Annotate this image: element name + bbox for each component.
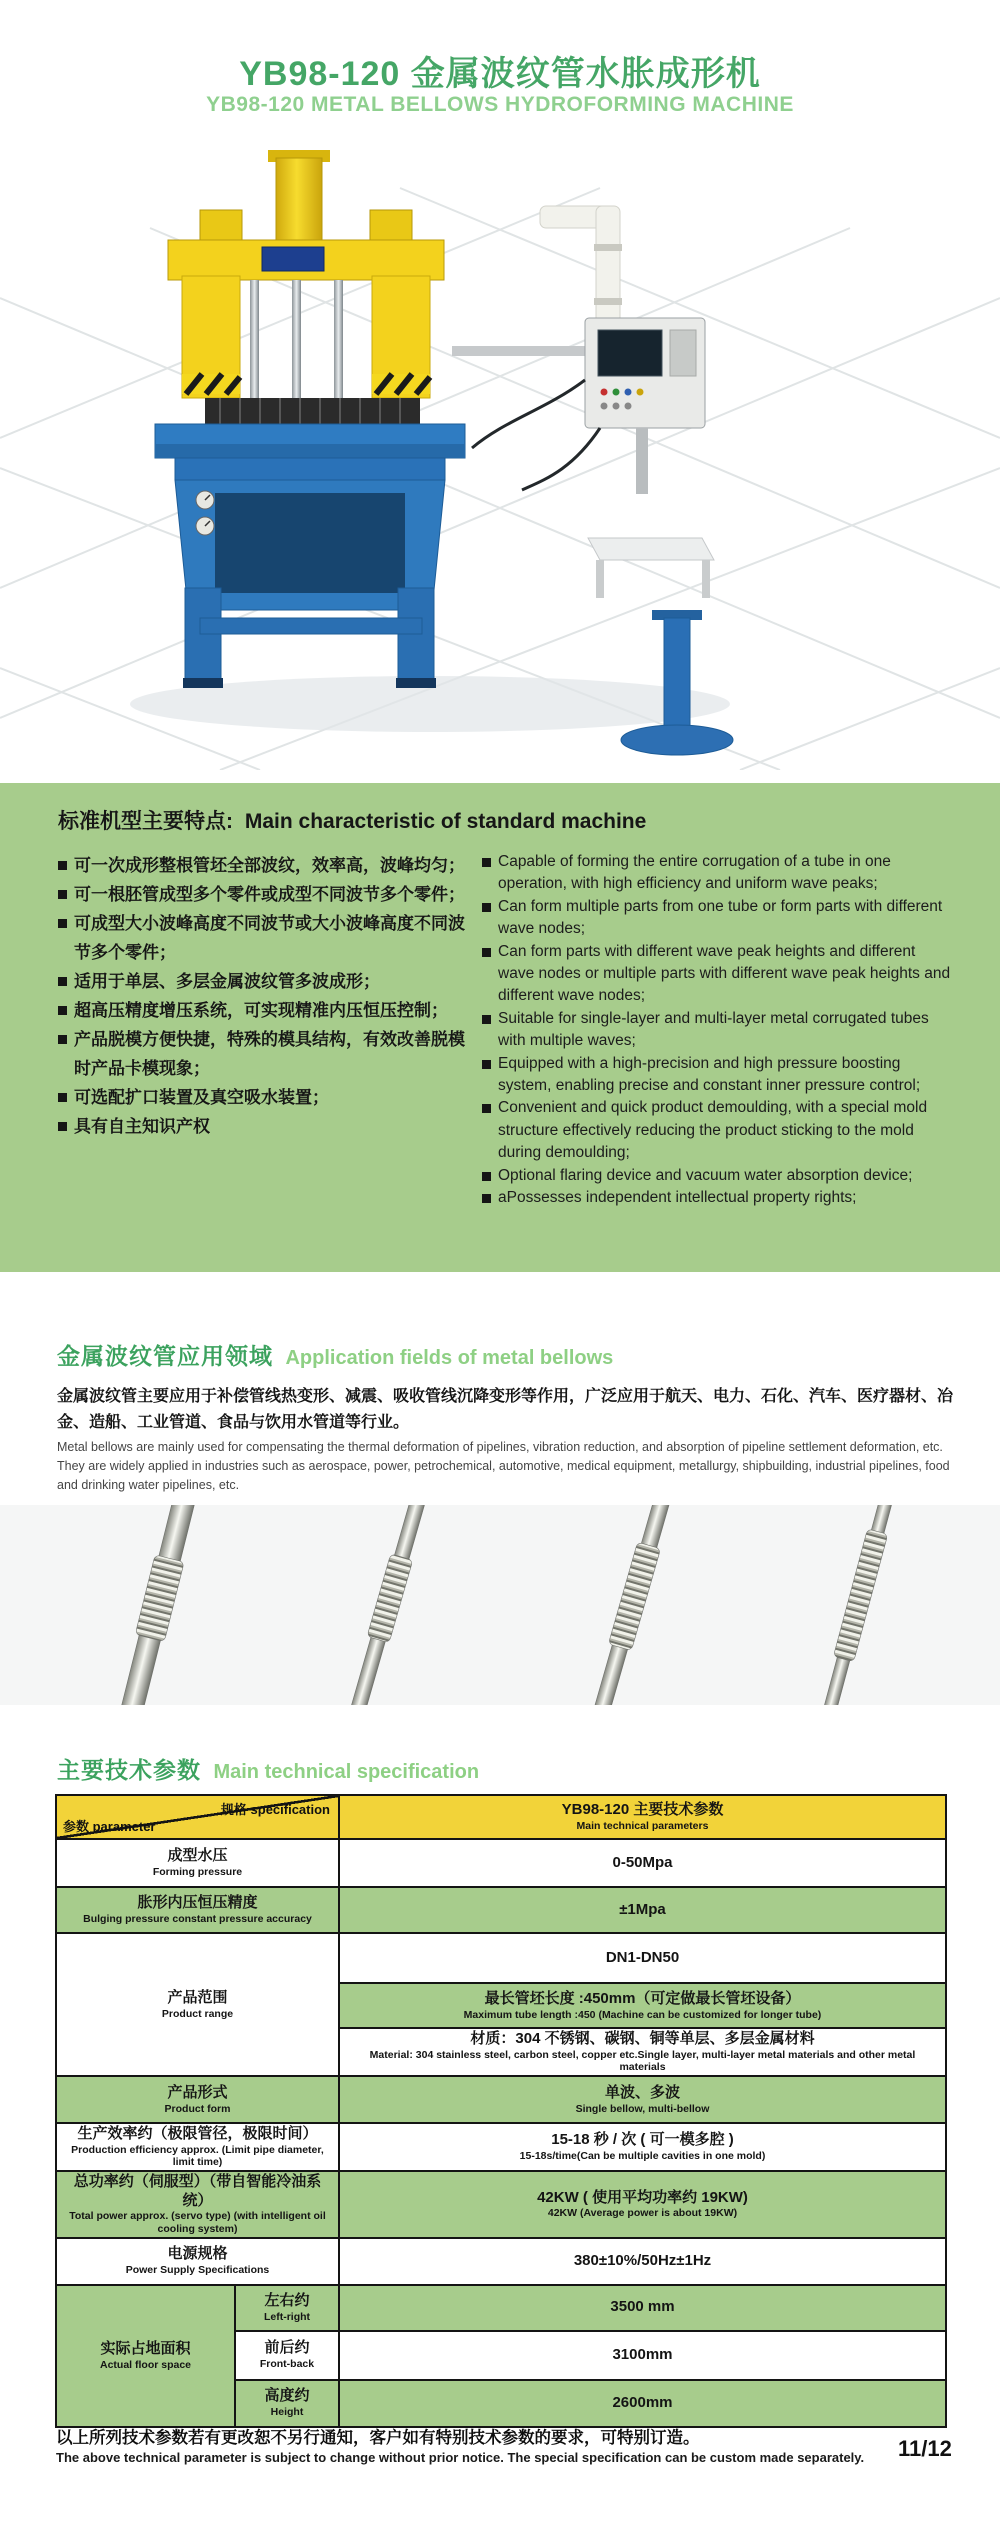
table-row: 产品范围 Product range DN1-DN50 (56, 1933, 946, 1983)
table-row: 产品形式 Product form 单波、多波 Single bellow, multi-bellow (56, 2076, 946, 2123)
table-header-row (56, 1795, 946, 1839)
spec-header (57, 1752, 957, 1785)
features-section (0, 783, 1000, 1272)
feature-item-en: Optional flaring device and vacuum water absorption device; (482, 1165, 952, 1187)
brand-plate (262, 247, 324, 271)
guide-columns (250, 280, 343, 402)
footer-note-en: The above technical parameter is subject to change without prior notice. The special specification can be custom made separately. (56, 2450, 865, 2465)
spec-table (55, 1794, 947, 2428)
table-row: 材质：304 不锈钢、碳钢、铜等单层、多层金属材料 Material: 304 stainless steel, carbon steel, copper etc.Single layer, multi-layer metal materials and other metal materials (56, 2028, 946, 2076)
feature-item-en: Suitable for single-layer and multi-layer metal corrugated tubes with multiple waves; (482, 1008, 952, 1053)
water-pipe (540, 206, 622, 336)
table-row: 生产效率约（极限管径，极限时间） Production efficiency approx. (Limit pipe diameter, limit time) 15-18 秒 / 次 ( 可一模多腔 ) 15-18s/time(Can be multiple cavities in one mold) (56, 2123, 946, 2171)
square-bullet-icon (482, 1172, 491, 1181)
cable (522, 428, 600, 490)
feature-item-en: Can form parts with different wave peak heights and different wave nodes or multiple parts with different wave peak heights and different wave nodes; (482, 941, 952, 1008)
feature-item-cn: 可选配扩口装置及真空吸水装置； (58, 1083, 468, 1112)
bellows-tube-1-icon (105, 1505, 204, 1705)
feature-item-en: Equipped with a high-precision and high pressure boosting system, enabling precise and constant inner pressure control; (482, 1053, 952, 1098)
table-row: 高度约 Height 2600mm (56, 2380, 946, 2427)
application-paragraph-en: Metal bellows are mainly used for compensating the thermal deformation of pipelines, vibration reduction, and absorption of pipeline settlement deformation, etc. They are widely applied in industries such as aerospace, power, petrochemical, automotive, medical equipment, metallurgy, shipbuilding, industrial pipelines, food and drinking water pipelines, etc. (57, 1440, 950, 1492)
panel-keypad (670, 330, 696, 376)
square-bullet-icon (482, 903, 491, 912)
control-panel (452, 318, 705, 494)
square-bullet-icon (482, 1015, 491, 1024)
machine-photo (0, 148, 1000, 770)
pedestal-stand (621, 610, 733, 755)
table-row: 胀形内压恒压精度 Bulging pressure constant pressure accuracy ±1Mpa (56, 1887, 946, 1933)
bellows-tube-4-icon (817, 1505, 898, 1705)
application-paragraph-cn: 金属波纹管主要应用于补偿管线热变形、减震、吸收管线沉降变形等作用，广泛应用于航天、电力、石化、汽车、医疗器材、冶金、造船、工业管道、食品与饮用水管道等行业。 (57, 1388, 954, 1431)
feature-item-en: Capable of forming the entire corrugation of a tube in one operation, with high efficiency and uniform wave peaks; (482, 851, 952, 896)
bellows-tube-3-icon (587, 1505, 676, 1705)
feature-item-cn: 可一次成形整根管坯全部波纹，效率高，波峰均匀； (58, 851, 468, 880)
cable (472, 380, 585, 448)
square-bullet-icon (58, 861, 67, 870)
feature-item-en: Can form multiple parts from one tube or form parts with different wave nodes; (482, 896, 952, 941)
hydro-press (155, 150, 465, 688)
feature-item-cn: 具有自主知识产权 (58, 1112, 468, 1141)
feature-item-cn: 超高压精度增压系统，可实现精准内压恒压控制； (58, 996, 468, 1025)
square-bullet-icon (58, 919, 67, 928)
square-bullet-icon (58, 890, 67, 899)
mold-block (205, 398, 420, 424)
square-bullet-icon (482, 1104, 491, 1113)
feature-item-cn: 可一根胚管成型多个零件或成型不同波节多个零件； (58, 880, 468, 909)
table-row: 电源规格 Power Supply Specifications 380±10%/50Hz±1Hz (56, 2238, 946, 2285)
features-header-en: Main characteristic of standard machine (244, 810, 647, 833)
features-list-cn (58, 851, 468, 1210)
spec-header-en: Main technical specification (213, 1761, 480, 1783)
page-subtitle: YB98-120 METAL BELLOWS HYDROFORMING MACHINE (206, 93, 794, 116)
bellows-tube-2-icon (344, 1505, 431, 1705)
square-bullet-icon (482, 948, 491, 957)
application-header-en: Application fields of metal bellows (285, 1347, 614, 1369)
panel-screen (598, 330, 662, 376)
page-number: 11/12 (898, 2436, 952, 2461)
machine-illustration (0, 148, 1000, 770)
bellows-samples-strip (0, 1505, 1000, 1705)
page-title: YB98-120 金属波纹管水胀成形机 (239, 55, 761, 93)
square-bullet-icon (482, 1060, 491, 1069)
machine-stand (175, 458, 445, 688)
value-header-cell: YB98-120 主要技术参数 Main technical parameters (339, 1795, 946, 1839)
square-bullet-icon (58, 1035, 67, 1044)
square-bullet-icon (58, 1006, 67, 1015)
corner-cell (56, 1795, 339, 1839)
table-row: 前后约 Front-back 3100mm (56, 2331, 946, 2380)
features-header-cn: 标准机型主要特点: (58, 810, 233, 833)
features-list-en (482, 851, 952, 1210)
corner-specification-label: 规格 specification (220, 1802, 330, 1817)
square-bullet-icon (58, 1093, 67, 1102)
feature-item-cn: 适用于单层、多层金属波纹管多波成形； (58, 967, 468, 996)
table-row: 最长管坯长度 :450mm（可定做最长管坯设备） Maximum tube length :450 (Machine can be customized for longer tube) (56, 1983, 946, 2028)
feature-item-en: Convenient and quick product demoulding, with a special mold structure effectively reducing the product sticking to the mold during demoulding; (482, 1097, 952, 1164)
table-row: 总功率约（伺服型）（带自智能冷油系统） Total power approx. (servo type) (with intelligent oil cooling system) 42KW ( 使用平均功率约 19KW) 42KW (Average power is about 19KW) (56, 2171, 946, 2238)
application-header (57, 1338, 957, 1371)
spec-header-cn: 主要技术参数 (57, 1757, 201, 1783)
feature-item-cn: 可成型大小波峰高度不同波节或大小波峰高度不同波节多个零件； (58, 909, 468, 967)
bellows-samples (0, 1505, 1000, 1705)
square-bullet-icon (58, 977, 67, 986)
square-bullet-icon (58, 1122, 67, 1131)
feature-item-en: aPossesses independent intellectual property rights; (482, 1187, 952, 1209)
features-header (58, 805, 946, 835)
table-row: 实际占地面积 Actual floor space 左右约 Left-right 3500 mm (56, 2285, 946, 2331)
corner-parameter-label: 参数 parameter (63, 1819, 156, 1834)
hazard-stripes (182, 374, 430, 394)
top-cylinder (276, 158, 322, 246)
square-bullet-icon (482, 1194, 491, 1203)
application-header-cn: 金属波纹管应用领域 (57, 1343, 273, 1369)
feature-item-cn: 产品脱模方便快捷，特殊的模具结构，有效改善脱模时产品卡模现象； (58, 1025, 468, 1083)
square-bullet-icon (482, 858, 491, 867)
footer-note-cn: 以上所列技术参数若有更改恕不另行通知，客户如有特别技术参数的要求，可特别订造。 (56, 2429, 700, 2447)
table-row: 成型水压 Forming pressure 0-50Mpa (56, 1839, 946, 1887)
